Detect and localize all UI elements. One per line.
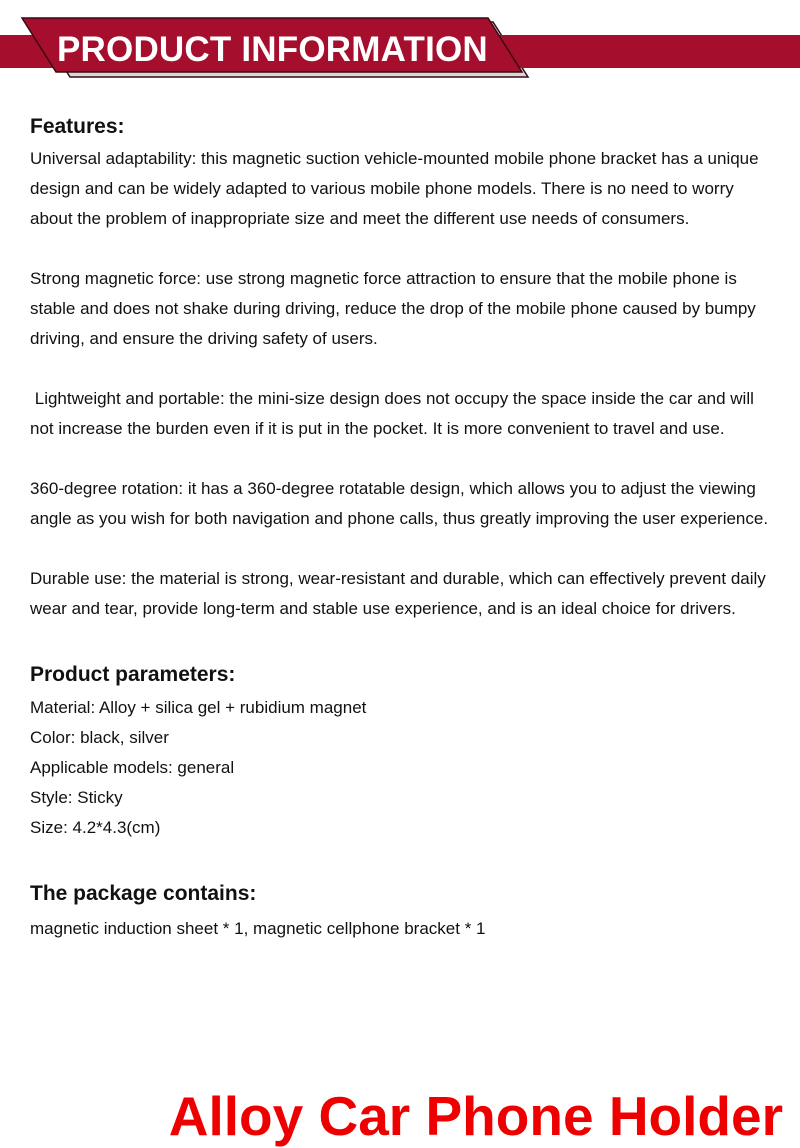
features-heading: Features: [30, 115, 125, 138]
package-heading: The package contains: [30, 882, 257, 905]
feature-paragraph: 360-degree rotation: it has a 360-degree rotatable design, which allows you to adjust the viewing angle as you wish for both navigation and phone calls, thus greatly improving the user experience. [30, 479, 769, 528]
banner-title: PRODUCT INFORMATION [57, 30, 488, 69]
parameter-item: Material: Alloy + silica gel + rubidium magnet [30, 698, 367, 717]
parameter-item: Color: black, silver [30, 728, 169, 747]
feature-paragraph: Universal adaptability: this magnetic suction vehicle-mounted mobile phone bracket has a unique design and can be widely adapted to various mobile phone models. There is no need to worry about the problem of inappropriate size and meet the different use needs of consumers. [30, 149, 764, 228]
feature-paragraph: Lightweight and portable: the mini-size design does not occupy the space inside the car and will not increase the burden even if it is put in the pocket. It is more convenient to travel and use. [30, 389, 759, 438]
package-contents: magnetic induction sheet * 1, magnetic cellphone bracket * 1 [30, 919, 486, 938]
product-information-banner [0, 0, 800, 80]
feature-paragraph: Strong magnetic force: use strong magnetic force attraction to ensure that the mobile phone is stable and does not shake during driving, reduce the drop of the mobile phone caused by bumpy driving, and ensure the driving safety of users. [30, 269, 761, 348]
parameter-item: Style: Sticky [30, 788, 123, 807]
feature-paragraph: Durable use: the material is strong, wear-resistant and durable, which can effectively prevent daily wear and tear, provide long-term and stable use experience, and is an ideal choice for drivers. [30, 569, 771, 618]
product-description [30, 112, 778, 944]
parameter-item: Size: 4.2*4.3(cm) [30, 818, 161, 837]
product-title: Alloy Car Phone Holder [168, 1085, 783, 1147]
parameter-item: Applicable models: general [30, 758, 235, 777]
parameters-heading: Product parameters: [30, 663, 236, 686]
